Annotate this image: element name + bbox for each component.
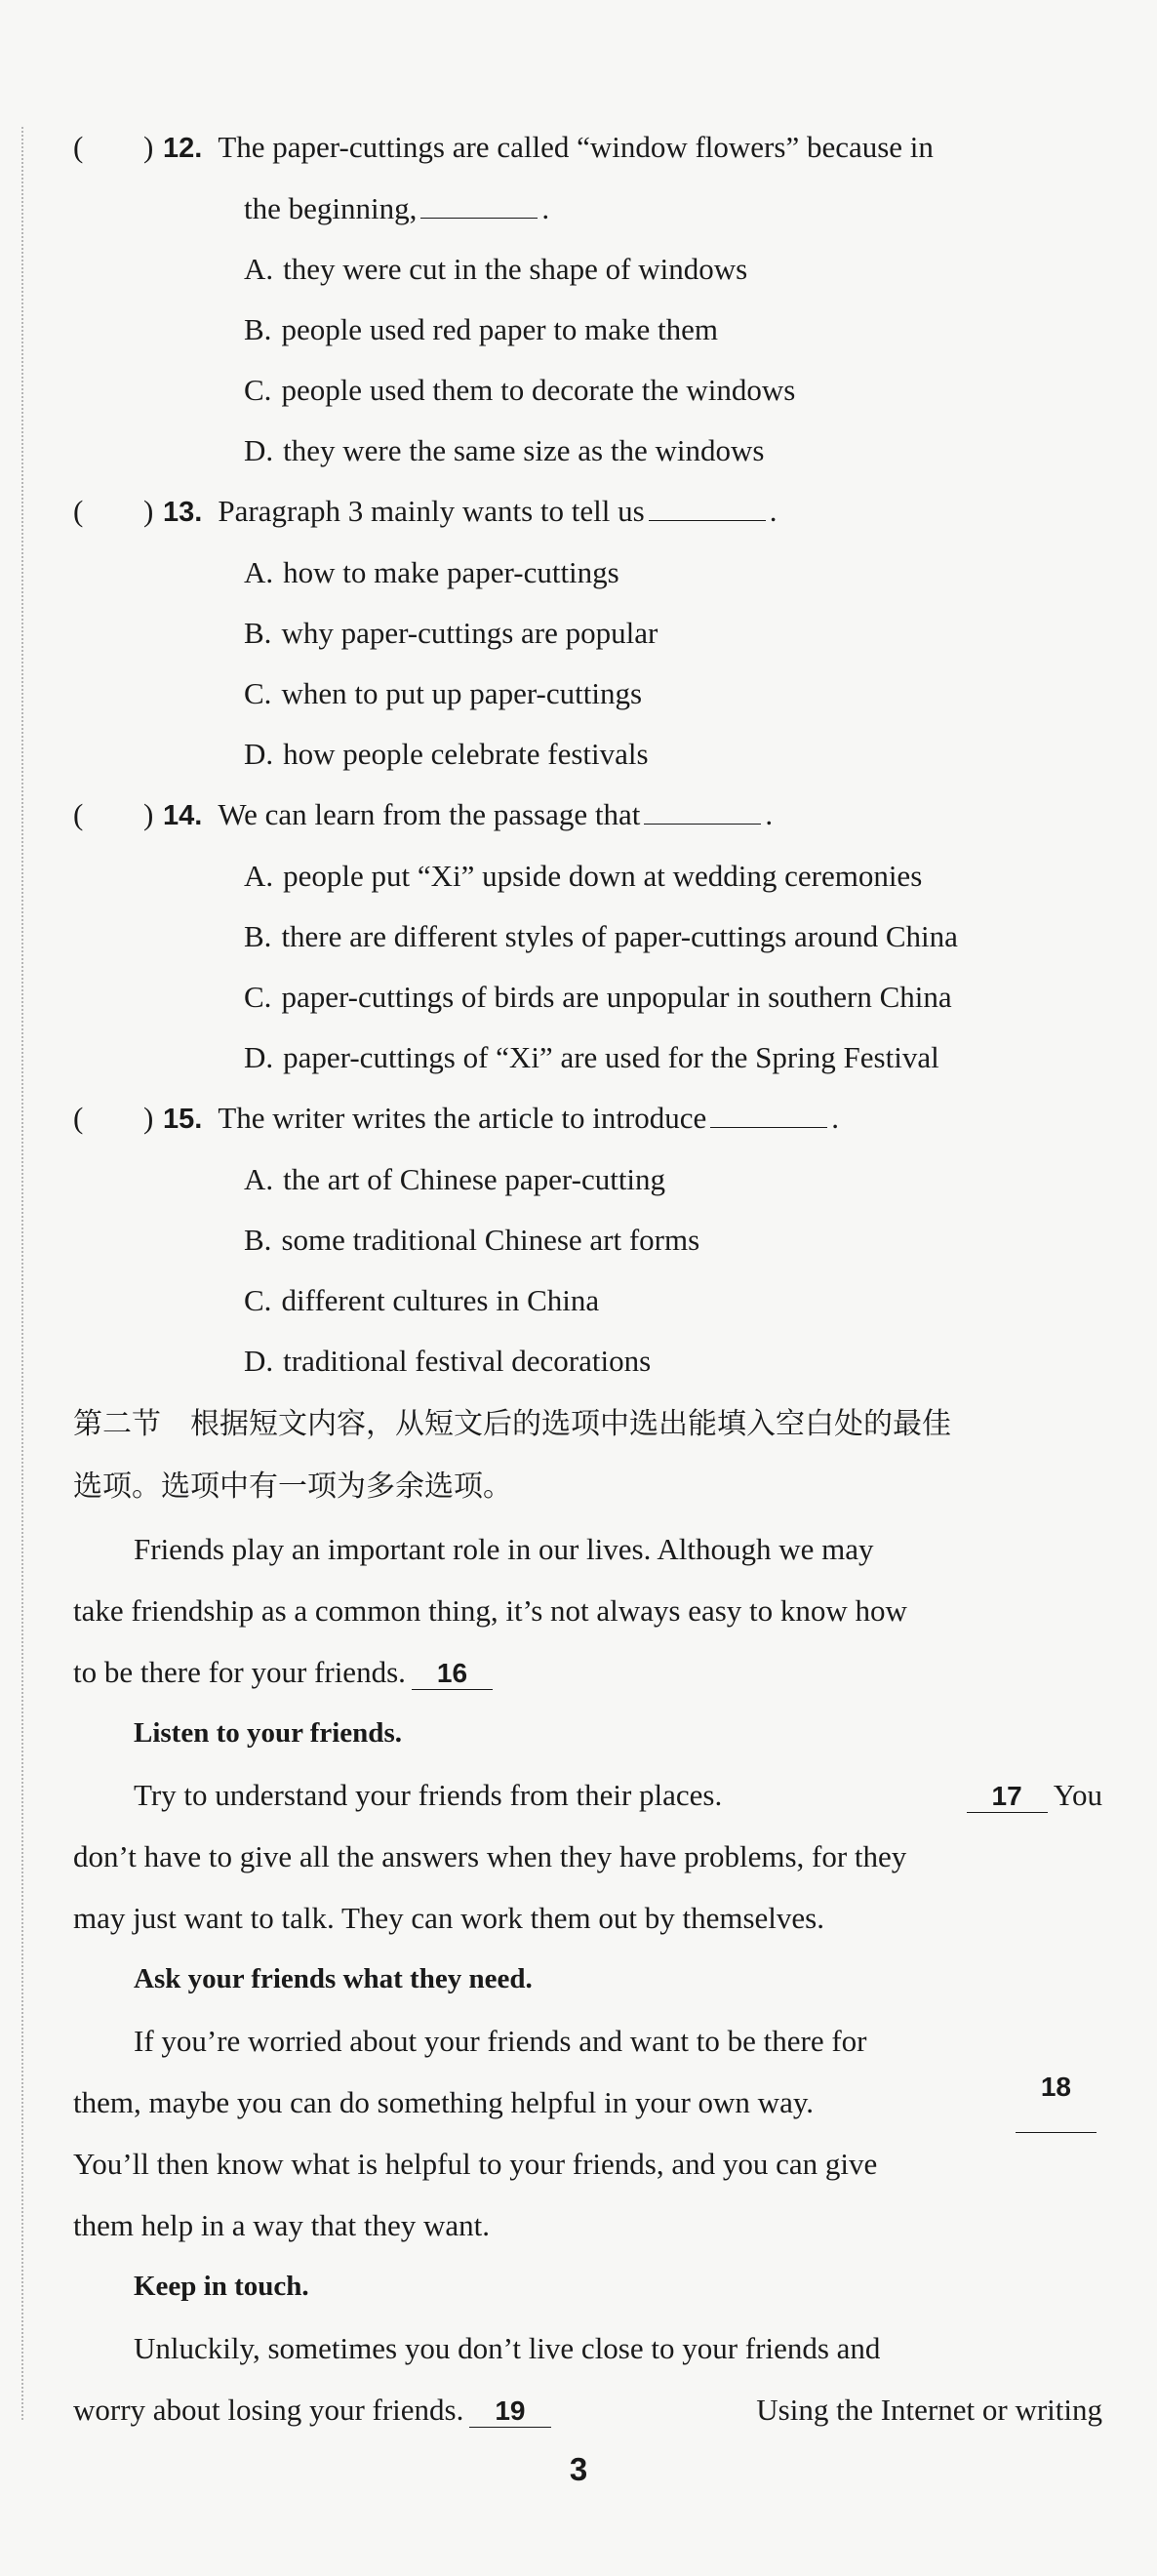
question-stem-text: The writer writes the article to introduce (218, 1101, 707, 1135)
page-number: 3 (569, 2451, 588, 2487)
answer-blank (644, 798, 761, 825)
passage-paragraph-2: Try to understand your friends from their places. 17 You don’t have to give all the answers when they have problems, for they may just want to talk. They can work them out by themselves. (73, 1778, 1102, 1935)
question-stem-continued: the beginning, . (244, 191, 550, 225)
option-d[interactable]: D. they were the same size as the windows (244, 433, 765, 467)
question-14 (73, 785, 1102, 1088)
passage-paragraph-3: If you’re worried about your friends and want to be there for them, maybe you can do something helpful in your own way. 18 You’ll then know what is helpful to your friends, and you can give them help in a way that they want. (73, 2010, 1102, 2256)
passage-paragraph-4: Unluckily, sometimes you don’t live close to your friends and worry about losing your friends. 19 Using the Internet or writing (73, 2331, 1102, 2427)
question-number: 14. (163, 800, 203, 831)
subheading-ask: Ask your friends what they need. (134, 1963, 533, 1994)
option-c[interactable]: C. paper-cuttings of birds are unpopular in southern China (244, 980, 952, 1014)
passage-paragraph-1: Friends play an important role in our lives. Although we may take friendship as a common thing, it’s not always easy to know how to be there for your friends. 16 (73, 1532, 907, 1689)
gap-18[interactable]: 18 (1016, 2072, 1097, 2133)
question-stem (73, 117, 1102, 179)
answer-parentheses[interactable]: ( ) (73, 797, 154, 831)
question-stem-text: Paragraph 3 mainly wants to tell us (218, 494, 645, 528)
question-stem: ( ) 13. Paragraph 3 mainly wants to tell us . (73, 481, 1102, 543)
option-c[interactable]: C. people used them to decorate the windows (244, 373, 796, 407)
subheading-listen: Listen to your friends. (134, 1717, 402, 1749)
option-b[interactable]: B. some traditional Chinese art forms (244, 1223, 700, 1257)
answer-blank (710, 1102, 827, 1128)
option-b[interactable]: B. why paper-cuttings are popular (244, 616, 658, 650)
answer-parentheses[interactable]: ( ) (73, 1101, 154, 1135)
option-a[interactable]: A. the art of Chinese paper-cutting (244, 1162, 666, 1196)
question-stem-text: The paper-cuttings are called “window flowers” because in (218, 130, 934, 164)
document-body (73, 117, 1102, 2440)
subheading-keep-in-touch: Keep in touch. (134, 2271, 309, 2302)
answer-blank (649, 495, 766, 521)
gap-17[interactable]: 17 (967, 1781, 1048, 1813)
option-d[interactable]: D. how people celebrate festivals (244, 737, 649, 771)
option-d[interactable]: D. paper-cuttings of “Xi” are used for the Spring Festival (244, 1040, 939, 1074)
option-c[interactable]: C. when to put up paper-cuttings (244, 676, 643, 710)
gap-19[interactable]: 19 (469, 2395, 550, 2428)
option-b[interactable]: B. there are different styles of paper-cuttings around China (244, 919, 958, 953)
option-a[interactable]: A. they were cut in the shape of windows (244, 252, 748, 286)
question-number: 12. (163, 133, 203, 164)
option-a[interactable]: A. how to make paper-cuttings (244, 555, 619, 589)
question-number: 15. (163, 1104, 203, 1135)
question-stem-text: We can learn from the passage that (218, 797, 641, 831)
binding-margin-line (21, 127, 23, 2420)
option-b[interactable]: B. people used red paper to make them (244, 312, 719, 346)
option-c[interactable]: C. different cultures in China (244, 1283, 600, 1317)
answer-blank (420, 192, 538, 219)
question-number: 13. (163, 497, 203, 528)
question-12 (73, 117, 1102, 481)
option-d[interactable]: D. traditional festival decorations (244, 1344, 652, 1378)
section-heading: 第二节 根据短文内容，从短文后的选项中选出能填入空白处的最佳 选项。选项中有一项为多余选项。 (73, 1407, 951, 1504)
option-a[interactable]: A. people put “Xi” upside down at wedding ceremonies (244, 859, 923, 893)
answer-parentheses[interactable]: ( ) (73, 130, 154, 164)
question-15 (73, 1088, 1102, 1391)
question-13 (73, 481, 1102, 785)
question-stem: ( ) 15. The writer writes the article to introduce . (73, 1088, 1102, 1149)
question-stem: ( ) 14. We can learn from the passage that . (73, 785, 1102, 846)
gap-16[interactable]: 16 (412, 1658, 493, 1690)
answer-parentheses[interactable]: ( ) (73, 494, 154, 528)
